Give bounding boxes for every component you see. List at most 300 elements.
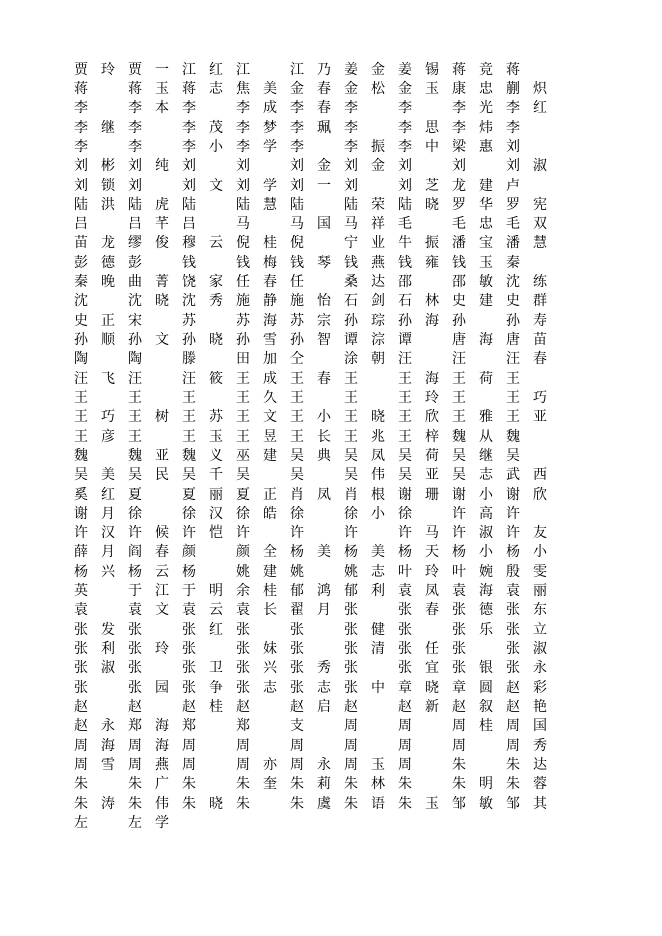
name-char: 长 <box>317 428 331 445</box>
name-char: 王 <box>344 370 358 387</box>
name-char: 吴 <box>290 447 304 464</box>
name-char: 孙 <box>290 332 304 349</box>
name-char: 丽 <box>209 486 223 503</box>
name-char: 小 <box>533 544 547 561</box>
name-char: 颜 <box>182 544 196 561</box>
name-char: 刘 <box>74 177 88 194</box>
name-char: 肖 <box>344 486 358 503</box>
name-row <box>70 79 610 98</box>
name-char: 怡 <box>317 293 331 310</box>
name-char: 饶 <box>182 274 196 291</box>
name-char: 穆 <box>182 235 196 252</box>
name-char: 孙 <box>128 332 142 349</box>
name-char: 赵 <box>74 698 88 715</box>
name-char: 达 <box>533 756 547 773</box>
name-char: 文 <box>209 177 223 194</box>
name-char: 西 <box>533 467 547 484</box>
name-char: 孙 <box>344 312 358 329</box>
name-char: 苗 <box>533 332 547 349</box>
name-char: 孙 <box>236 332 250 349</box>
name-char: 赵 <box>236 698 250 715</box>
name-char: 圆 <box>479 679 493 696</box>
name-char: 玲 <box>425 563 439 580</box>
name-char: 周 <box>236 737 250 754</box>
name-char: 美 <box>317 544 331 561</box>
name-char: 王 <box>398 389 412 406</box>
name-char: 许 <box>452 505 466 522</box>
name-char: 小 <box>479 486 493 503</box>
name-char: 李 <box>74 138 88 155</box>
name-char: 淙 <box>371 332 385 349</box>
name-char: 陆 <box>74 196 88 213</box>
name-char: 刘 <box>506 138 520 155</box>
name-char: 王 <box>74 409 88 426</box>
name-char: 敏 <box>479 274 493 291</box>
name-char: 文 <box>263 409 277 426</box>
name-char: 王 <box>128 389 142 406</box>
name-char: 金 <box>317 158 331 175</box>
name-char: 宜 <box>425 660 439 677</box>
name-char: 兆 <box>371 428 385 445</box>
name-char: 燕 <box>371 254 385 271</box>
name-char: 彩 <box>533 679 547 696</box>
name-char: 张 <box>290 641 304 658</box>
name-char: 俊 <box>155 235 169 252</box>
name-char: 赵 <box>506 679 520 696</box>
name-char: 邹 <box>452 795 466 812</box>
name-char: 业 <box>371 235 385 252</box>
name-char: 汪 <box>398 351 412 368</box>
name-char: 恺 <box>209 525 223 542</box>
name-char: 刘 <box>236 158 250 175</box>
name-char: 张 <box>74 641 88 658</box>
name-char: 薛 <box>74 544 88 561</box>
name-char: 周 <box>344 737 358 754</box>
name-char: 夏 <box>182 486 196 503</box>
name-char: 石 <box>398 293 412 310</box>
name-char: 李 <box>236 138 250 155</box>
name-char: 余 <box>236 583 250 600</box>
name-char: 谭 <box>344 332 358 349</box>
name-char: 吴 <box>398 447 412 464</box>
name-char: 春 <box>533 351 547 368</box>
name-char: 永 <box>533 660 547 677</box>
name-char: 芊 <box>155 216 169 233</box>
name-char: 永 <box>317 756 331 773</box>
name-char: 赵 <box>398 698 412 715</box>
name-char: 梓 <box>425 428 439 445</box>
name-char: 李 <box>344 138 358 155</box>
name-char: 晓 <box>209 795 223 812</box>
name-char: 雍 <box>425 254 439 271</box>
name-char: 玉 <box>479 254 493 271</box>
name-char: 罗 <box>506 196 520 213</box>
name-char: 华 <box>479 196 493 213</box>
name-char: 云 <box>209 235 223 252</box>
name-row <box>70 659 610 678</box>
name-char: 郑 <box>182 718 196 735</box>
name-char: 陆 <box>236 196 250 213</box>
name-char: 菁 <box>155 274 169 291</box>
name-char: 美 <box>101 467 115 484</box>
name-char: 李 <box>398 119 412 136</box>
name-char: 毛 <box>452 216 466 233</box>
name-char: 卫 <box>209 660 223 677</box>
name-char: 陶 <box>128 351 142 368</box>
name-char: 汪 <box>74 370 88 387</box>
name-char: 晓 <box>425 679 439 696</box>
name-char: 赵 <box>74 718 88 735</box>
name-char: 袁 <box>182 602 196 619</box>
name-char: 魏 <box>128 447 142 464</box>
name-char: 陆 <box>182 196 196 213</box>
name-char: 春 <box>317 100 331 117</box>
name-char: 刘 <box>506 158 520 175</box>
name-char: 李 <box>182 138 196 155</box>
name-char: 袁 <box>452 583 466 600</box>
name-char: 郑 <box>236 718 250 735</box>
name-char: 玲 <box>425 389 439 406</box>
name-char: 张 <box>452 621 466 638</box>
name-char: 锡 <box>425 61 439 78</box>
name-row <box>70 195 610 214</box>
name-char: 王 <box>398 370 412 387</box>
name-char: 曲 <box>128 274 142 291</box>
name-char: 袁 <box>74 602 88 619</box>
name-char: 思 <box>425 119 439 136</box>
name-char: 雪 <box>263 332 277 349</box>
name-char: 李 <box>398 100 412 117</box>
name-char: 海 <box>101 737 115 754</box>
name-char: 宝 <box>479 235 493 252</box>
name-row <box>70 118 610 137</box>
name-char: 吕 <box>182 216 196 233</box>
name-char: 志 <box>209 80 223 97</box>
name-char: 魏 <box>452 428 466 445</box>
name-char: 邵 <box>452 274 466 291</box>
name-char: 张 <box>236 641 250 658</box>
name-char: 朱 <box>344 795 358 812</box>
name-char: 倪 <box>236 235 250 252</box>
name-char: 沈 <box>182 293 196 310</box>
name-char: 奎 <box>263 776 277 793</box>
name-char: 宗 <box>317 312 331 329</box>
name-row <box>70 272 610 291</box>
name-char: 建 <box>263 447 277 464</box>
name-char: 周 <box>290 737 304 754</box>
name-char: 炜 <box>479 119 493 136</box>
name-char: 周 <box>128 756 142 773</box>
name-char: 欣 <box>425 409 439 426</box>
name-char: 海 <box>425 370 439 387</box>
name-row <box>70 427 610 446</box>
name-char: 杨 <box>344 544 358 561</box>
name-char: 贾 <box>128 61 142 78</box>
name-char: 毛 <box>398 216 412 233</box>
name-char: 姜 <box>398 61 412 78</box>
name-char: 乃 <box>317 61 331 78</box>
name-row <box>70 215 610 234</box>
name-char: 竞 <box>479 61 493 78</box>
name-char: 许 <box>290 525 304 542</box>
name-char: 许 <box>128 525 142 542</box>
name-char: 海 <box>479 583 493 600</box>
name-char: 许 <box>344 525 358 542</box>
name-char: 钱 <box>182 254 196 271</box>
name-char: 叶 <box>398 563 412 580</box>
name-char: 赵 <box>506 698 520 715</box>
name-char: 周 <box>344 756 358 773</box>
name-char: 周 <box>452 718 466 735</box>
name-char: 马 <box>425 525 439 542</box>
name-char: 晓 <box>155 293 169 310</box>
name-char: 李 <box>290 119 304 136</box>
name-char: 张 <box>236 660 250 677</box>
name-char: 雅 <box>479 409 493 426</box>
name-char: 宪 <box>533 196 547 213</box>
name-char: 海 <box>425 312 439 329</box>
name-char: 千 <box>209 467 223 484</box>
name-char: 利 <box>371 583 385 600</box>
name-char: 许 <box>182 525 196 542</box>
name-char: 彭 <box>74 254 88 271</box>
name-char: 钱 <box>344 254 358 271</box>
name-char: 王 <box>182 389 196 406</box>
name-char: 李 <box>398 138 412 155</box>
name-row <box>70 736 610 755</box>
name-char: 仝 <box>290 351 304 368</box>
name-char: 许 <box>506 505 520 522</box>
name-char: 蓉 <box>533 776 547 793</box>
name-char: 谢 <box>74 505 88 522</box>
name-char: 周 <box>344 718 358 735</box>
name-char: 王 <box>236 409 250 426</box>
name-char: 文 <box>155 332 169 349</box>
name-char: 春 <box>425 602 439 619</box>
name-char: 林 <box>425 293 439 310</box>
name-char: 涛 <box>101 795 115 812</box>
name-char: 建 <box>479 293 493 310</box>
name-char: 春 <box>155 544 169 561</box>
name-char: 全 <box>263 544 277 561</box>
name-char: 宋 <box>128 312 142 329</box>
name-char: 张 <box>290 660 304 677</box>
name-char: 袁 <box>236 602 250 619</box>
name-row <box>70 678 610 697</box>
name-char: 滕 <box>182 351 196 368</box>
name-char: 婉 <box>479 563 493 580</box>
name-char: 吴 <box>182 467 196 484</box>
name-char: 梦 <box>263 119 277 136</box>
name-char: 学 <box>263 138 277 155</box>
name-char: 蒯 <box>506 80 520 97</box>
name-char: 乐 <box>479 621 493 638</box>
name-char: 海 <box>155 737 169 754</box>
name-char: 左 <box>74 814 88 831</box>
name-char: 徐 <box>182 505 196 522</box>
name-char: 杨 <box>290 544 304 561</box>
name-char: 英 <box>74 583 88 600</box>
name-char: 红 <box>209 621 223 638</box>
name-char: 任 <box>425 641 439 658</box>
name-char: 吕 <box>128 216 142 233</box>
name-char: 周 <box>506 718 520 735</box>
name-char: 王 <box>452 409 466 426</box>
name-char: 双 <box>533 216 547 233</box>
name-char: 张 <box>506 621 520 638</box>
name-char: 巧 <box>533 389 547 406</box>
name-char: 惠 <box>479 138 493 155</box>
name-char: 亚 <box>425 467 439 484</box>
name-char: 海 <box>479 332 493 349</box>
name-char: 民 <box>155 467 169 484</box>
name-char: 张 <box>74 660 88 677</box>
name-char: 国 <box>533 718 547 735</box>
name-char: 凤 <box>317 486 331 503</box>
name-char: 从 <box>479 428 493 445</box>
name-char: 建 <box>479 177 493 194</box>
name-char: 周 <box>398 718 412 735</box>
name-char: 周 <box>182 737 196 754</box>
name-char: 晓 <box>425 196 439 213</box>
name-char: 淑 <box>479 525 493 542</box>
name-char: 李 <box>290 138 304 155</box>
name-char: 牛 <box>398 235 412 252</box>
name-row <box>70 234 610 253</box>
name-char: 颜 <box>236 544 250 561</box>
name-char: 朱 <box>452 756 466 773</box>
name-char: 谢 <box>398 486 412 503</box>
name-char: 梅 <box>263 254 277 271</box>
name-char: 于 <box>128 583 142 600</box>
name-char: 蒋 <box>74 80 88 97</box>
name-char: 成 <box>263 100 277 117</box>
name-char: 李 <box>74 100 88 117</box>
name-char: 张 <box>344 602 358 619</box>
name-char: 施 <box>236 293 250 310</box>
name-row <box>70 292 610 311</box>
name-row <box>70 697 610 716</box>
name-char: 刘 <box>398 158 412 175</box>
name-char: 钱 <box>452 254 466 271</box>
name-char: 利 <box>101 641 115 658</box>
name-char: 朱 <box>452 776 466 793</box>
name-char: 静 <box>263 293 277 310</box>
name-char: 张 <box>128 679 142 696</box>
name-char: 邹 <box>506 795 520 812</box>
name-char: 王 <box>344 409 358 426</box>
name-char: 王 <box>344 428 358 445</box>
name-char: 玲 <box>155 641 169 658</box>
name-char: 建 <box>263 563 277 580</box>
name-char: 巧 <box>101 409 115 426</box>
name-char: 苏 <box>290 312 304 329</box>
name-char: 王 <box>398 409 412 426</box>
name-char: 奚 <box>74 486 88 503</box>
name-char: 许 <box>74 525 88 542</box>
name-char: 德 <box>479 602 493 619</box>
name-char: 久 <box>263 389 277 406</box>
name-char: 康 <box>452 80 466 97</box>
name-char: 振 <box>371 138 385 155</box>
name-char: 淑 <box>533 641 547 658</box>
name-char: 汪 <box>128 370 142 387</box>
name-char: 亦 <box>263 756 277 773</box>
name-char: 李 <box>182 100 196 117</box>
name-char: 陶 <box>74 351 88 368</box>
name-char: 杨 <box>128 563 142 580</box>
name-char: 于 <box>182 583 196 600</box>
name-char: 叙 <box>479 698 493 715</box>
name-char: 李 <box>506 119 520 136</box>
name-char: 许 <box>452 525 466 542</box>
name-char: 周 <box>398 756 412 773</box>
name-char: 桂 <box>479 718 493 735</box>
name-char: 小 <box>317 409 331 426</box>
name-char: 中 <box>425 138 439 155</box>
name-char: 徐 <box>236 505 250 522</box>
name-char: 志 <box>317 679 331 696</box>
name-char: 李 <box>128 100 142 117</box>
name-char: 魏 <box>506 428 520 445</box>
name-char: 练 <box>533 274 547 291</box>
name-char: 妹 <box>263 641 277 658</box>
name-char: 蒋 <box>452 61 466 78</box>
name-char: 张 <box>236 621 250 638</box>
name-char: 亚 <box>533 409 547 426</box>
name-char: 蒋 <box>182 80 196 97</box>
name-char: 朱 <box>398 795 412 812</box>
name-row <box>70 639 610 658</box>
name-char: 高 <box>479 505 493 522</box>
name-char: 加 <box>263 351 277 368</box>
name-char: 昱 <box>263 428 277 445</box>
name-char: 殷 <box>506 563 520 580</box>
name-row <box>70 99 610 118</box>
name-char: 吴 <box>344 447 358 464</box>
name-char: 涂 <box>344 351 358 368</box>
name-char: 智 <box>317 332 331 349</box>
name-char: 群 <box>533 293 547 310</box>
name-char: 叶 <box>452 563 466 580</box>
name-char: 桂 <box>209 698 223 715</box>
name-char: 张 <box>344 660 358 677</box>
name-char: 欣 <box>533 486 547 503</box>
name-char: 红 <box>533 100 547 117</box>
name-char: 朱 <box>74 776 88 793</box>
name-char: 张 <box>452 602 466 619</box>
name-char: 树 <box>155 409 169 426</box>
name-char: 邵 <box>398 274 412 291</box>
name-char: 争 <box>209 679 223 696</box>
name-char: 陆 <box>290 196 304 213</box>
name-char: 李 <box>344 100 358 117</box>
name-char: 李 <box>452 119 466 136</box>
name-row <box>70 620 610 639</box>
name-char: 张 <box>452 660 466 677</box>
name-row <box>70 775 610 794</box>
name-char: 纯 <box>155 158 169 175</box>
name-char: 马 <box>236 216 250 233</box>
name-char: 淑 <box>533 158 547 175</box>
name-char: 王 <box>506 389 520 406</box>
name-char: 蒋 <box>128 80 142 97</box>
name-char: 张 <box>344 641 358 658</box>
name-char: 吴 <box>74 467 88 484</box>
name-char: 钱 <box>290 254 304 271</box>
name-char: 荣 <box>371 196 385 213</box>
name-char: 王 <box>290 409 304 426</box>
